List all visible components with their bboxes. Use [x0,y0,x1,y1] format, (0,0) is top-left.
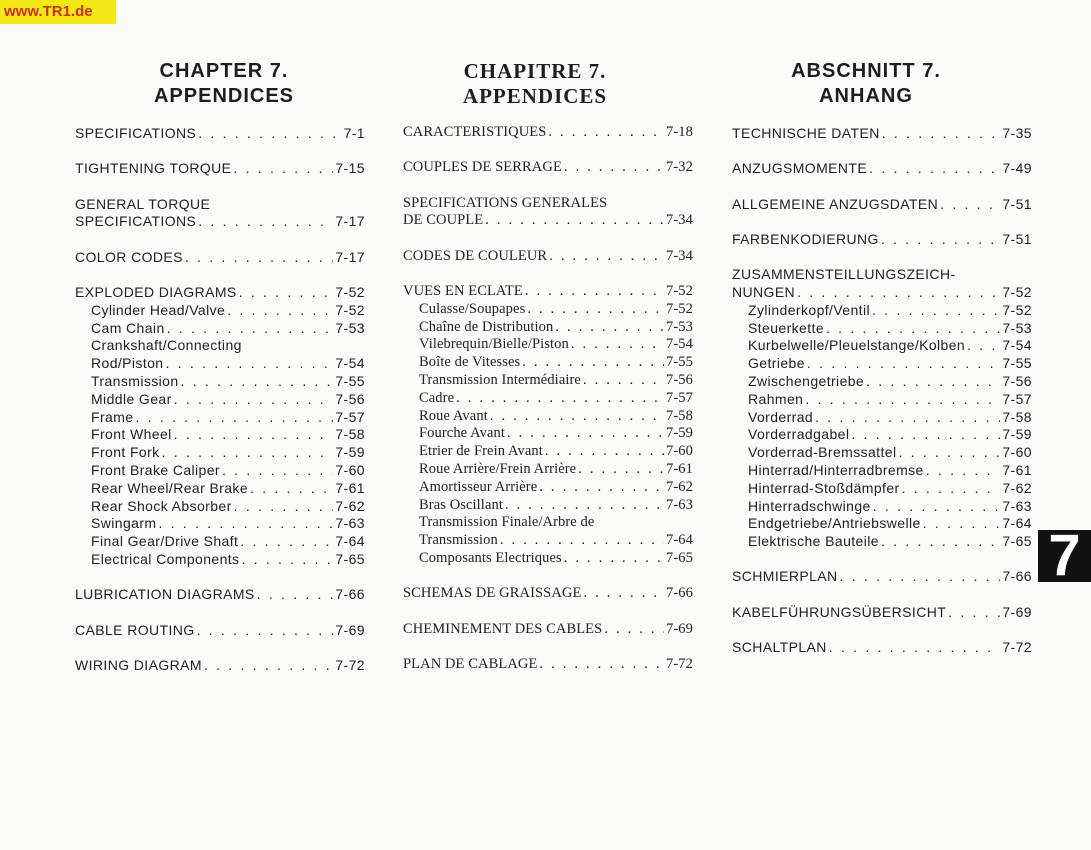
toc-entry-page: 7-69 [335,621,365,638]
toc-entry-title: Roue Arrière/Frein Arrière [419,460,577,477]
toc-entry[interactable] [732,568,1032,586]
toc-entry[interactable] [732,302,1032,320]
toc-entry-title: Cadre [419,389,455,406]
toc-entry-title: Final Gear/Drive Shaft [91,533,239,550]
toc-entry-title: ANZUGSMOMENTE [732,160,868,177]
toc-entry-title: Front Wheel [91,426,172,443]
toc-entry[interactable] [403,124,693,142]
toc-entry[interactable] [732,515,1032,533]
german-toc [732,125,1032,657]
toc-entry[interactable] [75,196,365,232]
toc-entry-title: Transmission Intermédiaire [419,371,581,388]
toc-entry-page: 7-52 [1002,283,1032,300]
english-heading [79,59,369,109]
toc-entry[interactable] [403,621,693,639]
toc-entry[interactable] [403,283,693,301]
toc-entry-page: 7-56 [335,390,365,407]
toc-entry-title: ALLGEMEINE ANZUGSDATEN [732,195,939,212]
toc-entry[interactable] [75,249,365,267]
toc-entry-page: 7-57 [666,389,693,406]
toc-entry[interactable] [75,498,365,516]
toc-entry-page: 7-55 [1002,355,1032,372]
toc-entry[interactable] [732,196,1032,214]
dot-leader [923,515,1001,533]
toc-entry[interactable] [403,443,693,461]
toc-entry[interactable] [403,390,693,408]
toc-entry-page: 7-69 [666,620,693,637]
dot-leader [564,550,664,568]
toc-entry[interactable] [732,639,1032,657]
dot-leader [233,160,333,178]
french-toc [403,124,693,674]
toc-entry-title: DE COUPLE [403,212,484,229]
toc-entry-title: TIGHTENING TORQUE [75,160,232,177]
toc-entry-title: NUNGEN [732,283,796,300]
toc-entry-page: 7-61 [666,460,693,477]
dot-leader [898,444,1000,462]
toc-entry-title: Frame [91,408,134,425]
toc-entry[interactable] [75,533,365,551]
toc-entry-page: 7-18 [666,124,693,140]
toc-entry-title: Kurbelwelle/Pleuelstange/Kolben [748,337,966,354]
german-heading [716,59,1016,109]
toc-entry-page: 7-72 [1002,639,1032,656]
dot-leader [500,532,664,550]
watermark-label: www.TR1.de [0,0,116,24]
toc-entry-page: 7-65 [666,549,693,566]
dot-leader [869,160,1000,178]
dot-leader [872,302,1000,320]
dot-leader [815,409,1000,427]
toc-entry-title: Chaîne de Distribution [419,318,554,335]
toc-entry-title-line: Transmission Finale/Arbre de [419,514,595,531]
toc-entry[interactable] [403,425,693,443]
dot-leader [198,213,333,231]
toc-entry-title: LUBRICATION DIAGRAMS [75,586,255,603]
toc-entry[interactable] [403,248,693,266]
toc-entry[interactable] [403,159,693,177]
dot-leader [604,621,664,639]
toc-entry-page: 7-55 [666,354,693,371]
toc-entry[interactable] [75,284,365,302]
toc-entry-title: VUES EN ECLATE [403,282,523,299]
toc-entry[interactable] [732,266,1032,302]
toc-entry-page: 7-52 [666,282,693,299]
toc-entry-title: Hinterrad/Hinterradbremse [748,461,924,478]
toc-entry-page: 7-64 [335,533,365,550]
heading-line-2: APPENDICES [153,85,295,107]
toc-entry-title: SPECIFICATIONS [75,125,197,141]
toc-entry[interactable] [75,409,365,427]
toc-entry[interactable] [403,195,693,231]
toc-entry[interactable] [732,355,1032,373]
dot-leader [807,355,1000,373]
dot-leader [456,390,664,408]
toc-entry-title: Roue Avant [419,407,488,424]
heading-line-1: ABSCHNITT 7. [791,60,941,82]
toc-entry[interactable] [75,586,365,604]
toc-entry[interactable] [732,337,1032,355]
toc-entry-title: Vorderrad-Bremssattel [748,444,897,461]
toc-entry-page: 7-17 [335,248,365,265]
toc-entry-title: Fourche Avant [419,425,505,442]
toc-entry-title: Amortisseur Arrière [419,478,538,495]
dot-leader [873,498,1001,516]
dot-leader [948,604,1000,622]
dot-leader [165,355,333,373]
toc-entry-title-line: Crankshaft/Connecting [91,337,242,354]
toc-entry[interactable] [75,160,365,178]
toc-entry[interactable] [403,408,693,426]
toc-entry-page: 7-1 [343,125,365,141]
toc-entry-page: 7-65 [335,550,365,567]
toc-entry-title: Vorderradgabel [748,426,850,443]
toc-entry-page: 7-32 [666,159,693,176]
toc-entry[interactable] [75,444,365,462]
toc-entry-page: 7-63 [1002,497,1032,514]
dot-leader [548,124,664,142]
toc-entry-title-line: ZUSAMMENSTEILLUNGSZEICH- [732,266,956,283]
toc-entry-page: 7-15 [335,160,365,177]
toc-entry-title: Vorderrad [748,408,814,425]
dot-leader [797,284,1000,302]
dot-leader [840,568,1001,586]
toc-entry[interactable] [403,301,693,319]
toc-entry-title: Front Brake Caliper [91,461,220,478]
dot-leader [545,443,664,461]
toc-entry-title: KABELFÜHRUNGSÜBERSICHT [732,603,947,620]
toc-entry-page: 7-60 [335,461,365,478]
dot-leader [162,444,334,462]
toc-entry-title: Boîte de Vitesses [419,354,521,371]
toc-entry[interactable] [732,498,1032,516]
toc-entry-page: 7-72 [666,655,693,672]
toc-entry-page: 7-52 [666,300,693,317]
dot-leader [564,159,664,177]
toc-entry[interactable] [75,551,365,569]
toc-entry[interactable] [732,160,1032,178]
toc-entry-title: CODES DE COULEUR [403,247,548,264]
toc-entry-page: 7-63 [335,515,365,532]
toc-entry-title: Bras Oscillant [419,496,503,513]
toc-entry-title: Etrier de Frein Avant [419,443,543,460]
toc-entry-page: 7-62 [666,478,693,495]
toc-entry-page: 7-62 [335,497,365,514]
toc-entry-title: Rear Wheel/Rear Brake [91,479,249,496]
toc-entry-title: Electrical Components [91,550,240,567]
dot-leader [158,515,333,533]
toc-entry-title-line: GENERAL TORQUE [75,195,211,212]
toc-entry[interactable] [732,462,1032,480]
dot-leader [578,461,664,479]
toc-entry-title: CABLE ROUTING [75,621,195,638]
toc-entry-page: 7-34 [666,247,693,264]
toc-entry-title: PLAN DE CABLAGE [403,655,538,672]
toc-entry-page: 7-51 [1002,195,1032,212]
toc-entry-page: 7-66 [666,585,693,602]
toc-entry[interactable] [75,657,365,675]
toc-entry-title: Transmission [419,532,498,549]
toc-entry[interactable] [732,231,1032,249]
dot-leader [882,125,1001,143]
toc-entry-page: 7-60 [1002,444,1032,461]
dot-leader [826,320,1000,338]
heading-line-1: CHAPITRE 7. [463,59,607,83]
toc-entry-title: Hinterrad-Stoßdämpfer [748,479,900,496]
toc-entry-page: 7-63 [666,496,693,513]
toc-entry-page: 7-53 [666,318,693,335]
toc-entry[interactable] [403,336,693,354]
dot-leader [490,408,664,426]
toc-entry-page: 7-56 [1002,372,1032,389]
dot-leader [583,585,664,603]
toc-entry[interactable] [75,373,365,391]
dot-leader [571,336,664,354]
toc-entry-title: SCHMIERPLAN [732,568,838,585]
dot-leader [135,409,333,427]
heading-line-2: ANHANG [819,85,913,107]
dot-leader [866,373,1000,391]
toc-entry-page: 7-52 [335,301,365,318]
toc-entry[interactable] [403,497,693,515]
toc-entry[interactable] [75,125,365,143]
toc-entry[interactable] [403,461,693,479]
toc-entry-title: Composants Electriques [419,549,562,566]
dot-leader [940,196,1000,214]
toc-entry[interactable] [732,444,1032,462]
toc-entry-page: 7-58 [335,426,365,443]
toc-entry-page: 7-62 [1002,479,1032,496]
toc-entry-title: Getriebe [748,355,805,372]
toc-entry-page: 7-54 [1002,337,1032,354]
dot-leader [174,391,334,409]
dot-leader [239,284,334,302]
toc-entry-page: 7-54 [666,336,693,353]
toc-entry-title: WIRING DIAGRAM [75,656,202,673]
toc-entry[interactable] [75,515,365,533]
toc-entry[interactable] [75,337,365,373]
toc-entry[interactable] [732,320,1032,338]
dot-leader [555,319,664,337]
dot-leader [241,551,333,569]
toc-entry-page: 7-58 [666,407,693,424]
toc-entry[interactable] [403,354,693,372]
toc-entry-page: 7-64 [1002,515,1032,532]
dot-leader [234,498,334,516]
toc-entry-title: SCHEMAS DE GRAISSAGE [403,585,582,602]
toc-entry-title: Rear Shock Absorber [91,497,232,514]
heading-line-2: APPENDICES [462,84,608,108]
toc-entry-title: Cylinder Head/Valve [91,301,226,318]
toc-entry-page: 7-64 [666,532,693,549]
toc-entry[interactable] [403,514,693,550]
toc-entry-title: SPECIFICATIONS [75,213,197,230]
toc-entry-title: Cam Chain [91,319,165,336]
toc-entry[interactable] [75,320,365,338]
toc-entry-page: 7-17 [335,213,365,230]
toc-entry-page: 7-59 [666,425,693,442]
toc-entry-page: 7-59 [335,444,365,461]
dot-leader [967,337,1000,355]
dot-leader [204,657,333,675]
toc-entry-page: 7-56 [666,371,693,388]
toc-entry-page: 7-69 [1002,603,1032,620]
toc-entry[interactable] [403,550,693,568]
toc-entry-title: CHEMINEMENT DES CABLES [403,620,603,637]
dot-leader [174,426,334,444]
toc-entry[interactable] [732,533,1032,551]
toc-entry-title: Vilebrequin/Bielle/Piston [419,336,569,353]
toc-entry-page: 7-52 [335,283,365,300]
toc-entry-title: TECHNISCHE DATEN [732,125,880,141]
dot-leader [198,125,341,143]
toc-entry-title: EXPLODED DIAGRAMS [75,283,237,300]
dot-leader [257,586,334,604]
toc-entry[interactable] [403,656,693,674]
toc-entry[interactable] [732,125,1032,143]
dot-leader [185,249,334,267]
toc-entry-title: Zylinderkopf/Ventil [748,301,870,318]
toc-entry-title: CARACTERISTIQUES [403,124,547,140]
toc-entry-title: Steuerkette [748,319,824,336]
toc-entry[interactable] [75,426,365,444]
toc-entry-page: 7-53 [335,319,365,336]
dot-leader [222,462,333,480]
toc-entry[interactable] [732,604,1032,622]
toc-entry[interactable] [732,409,1032,427]
french-heading [390,59,680,109]
toc-entry-page: 7-60 [666,443,693,460]
toc-entry-page: 7-53 [1002,319,1032,336]
toc-entry-page: 7-66 [335,586,365,603]
dot-leader [527,301,664,319]
dot-leader [539,479,664,497]
toc-entry-title: Middle Gear [91,390,172,407]
toc-entry-title: Rod/Piston [91,355,164,372]
toc-entry[interactable] [732,426,1032,444]
toc-entry[interactable] [75,622,365,640]
toc-entry-page: 7-49 [1002,160,1032,177]
toc-entry[interactable] [403,319,693,337]
toc-entry[interactable] [75,391,365,409]
toc-entry-page: 7-34 [666,212,693,229]
toc-entry-page: 7-61 [1002,461,1032,478]
toc-entry[interactable] [75,480,365,498]
toc-entry-page: 7-55 [335,372,365,389]
toc-entry-page: 7-35 [1002,125,1032,141]
dot-leader [539,656,664,674]
toc-entry[interactable] [403,479,693,497]
dot-leader [167,320,334,338]
toc-entry-title: Swingarm [91,515,157,532]
toc-entry-title: Rahmen [748,390,804,407]
toc-entry[interactable] [403,585,693,603]
toc-entry[interactable] [732,373,1032,391]
dot-leader [240,533,333,551]
toc-entry-title: COLOR CODES [75,248,183,265]
dot-leader [902,480,1001,498]
toc-entry-title: Zwischengetriebe [748,372,865,389]
heading-line-1: CHAPTER 7. [159,60,289,82]
toc-entry-title: FARBENKODIERUNG [732,230,879,247]
toc-entry[interactable] [732,480,1032,498]
dot-leader [250,480,333,498]
dot-leader [851,426,1000,444]
dot-leader [505,497,664,515]
toc-entry-title: Transmission [91,372,179,389]
dot-leader [525,283,664,301]
toc-entry-page: 7-57 [335,408,365,425]
toc-entry-title: Front Fork [91,444,160,461]
toc-entry-page: 7-51 [1002,230,1032,247]
toc-entry-title: SCHALTPLAN [732,639,827,656]
dot-leader [881,231,1001,249]
english-toc [75,125,365,675]
dot-leader [881,533,1000,551]
dot-leader [926,462,1001,480]
toc-entry-page: 7-59 [1002,426,1032,443]
toc-entry-page: 7-54 [335,355,365,372]
dot-leader [507,425,664,443]
toc-entry[interactable] [75,462,365,480]
dot-leader [522,354,664,372]
toc-entry[interactable] [403,372,693,390]
toc-entry-title: COUPLES DE SERRAGE [403,159,562,176]
dot-leader [805,391,1000,409]
toc-entry-page: 7-57 [1002,390,1032,407]
toc-entry[interactable] [75,302,365,320]
chapter-tab: 7 [1038,530,1091,582]
dot-leader [583,372,664,390]
toc-entry-title: Endgetriebe/Antriebswelle [748,515,921,532]
toc-entry-page: 7-61 [335,479,365,496]
dot-leader [181,373,334,391]
dot-leader [549,248,664,266]
toc-entry-page: 7-66 [1002,568,1032,585]
dot-leader [485,212,664,230]
toc-entry-page: 7-72 [335,656,365,673]
toc-entry-title: Culasse/Soupapes [419,300,526,317]
toc-entry-title-line: SPECIFICATIONS GENERALES [403,194,608,211]
toc-entry-page: 7-52 [1002,301,1032,318]
toc-entry-page: 7-58 [1002,408,1032,425]
toc-entry-title: Elektrische Bauteile [748,533,879,550]
toc-entry-page: 7-65 [1002,533,1032,550]
dot-leader [227,302,333,320]
dot-leader [197,622,334,640]
dot-leader [829,639,1001,657]
toc-entry[interactable] [732,391,1032,409]
toc-entry-title: Hinterradschwinge [748,497,871,514]
